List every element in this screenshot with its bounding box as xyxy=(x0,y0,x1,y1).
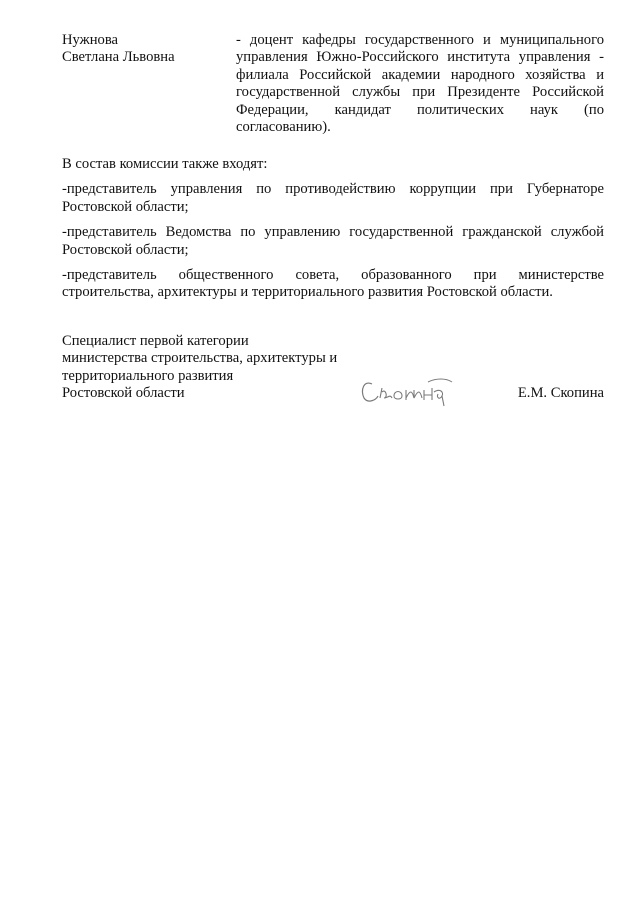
member-description: - доцент кафедры государственного и муниципального управления Южно-Российского института управления - филиала Российской академии народного хозяйства и государственной службы при Президенте Российской Федерации, кандидат политических наук (по согласованию). xyxy=(236,32,604,136)
member-given-names: Светлана Львовна xyxy=(62,49,175,66)
signatory-name: Е.М. Скопина xyxy=(517,385,604,402)
commission-member-item: -представитель общественного совета, образованного при министерстве строительства, архитектуры и территориального развития Ростовской области. xyxy=(62,267,604,301)
signer-position-line3: территориального развития xyxy=(62,367,234,384)
signer-position-line4: Ростовской области xyxy=(62,385,185,402)
commission-members xyxy=(62,156,604,310)
signer-position-line1: Специалист первой категории xyxy=(62,333,249,349)
commission-members-title: В состав комиссии также входят: xyxy=(62,156,268,172)
signer-position-line2: министерства строительства, архитектуры и xyxy=(62,350,338,367)
member-name xyxy=(62,32,222,67)
handwritten-signature xyxy=(358,376,458,408)
commission-member-item: -представитель Ведомства по управлению государственной гражданской службой Ростовской области; xyxy=(62,224,604,258)
member-surname: Нужнова xyxy=(62,32,119,48)
signer-position-line4-row xyxy=(62,385,604,402)
signature-block xyxy=(62,333,604,403)
commission-member-item: -представитель управления по противодействию коррупции при Губернаторе Ростовской области; xyxy=(62,181,604,215)
